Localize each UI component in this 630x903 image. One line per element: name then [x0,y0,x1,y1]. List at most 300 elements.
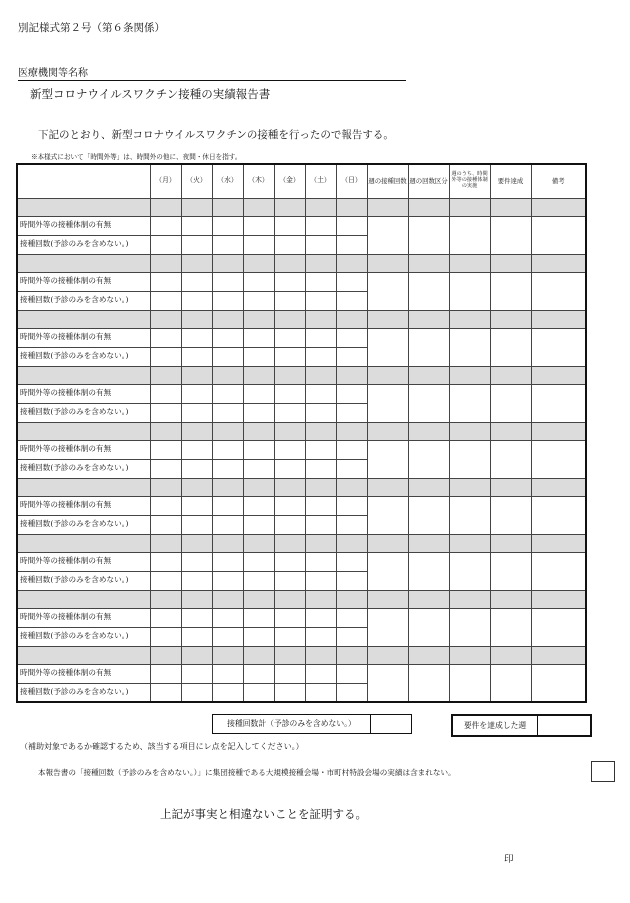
count-cell[interactable] [305,235,336,254]
system-cell[interactable] [336,328,367,347]
system-cell[interactable] [305,440,336,459]
summary-blank-cell [449,366,490,384]
date-cell[interactable] [150,310,181,328]
org-name-label: 医療機関等名称 [18,64,406,81]
week-summary-cell[interactable] [531,272,586,310]
week-summary-cell[interactable] [367,328,408,366]
count-cell[interactable] [212,571,243,590]
count-cell[interactable] [212,403,243,422]
exclusion-checkbox[interactable] [591,761,615,782]
date-cell[interactable] [305,646,336,664]
date-cell[interactable] [243,254,274,272]
count-cell[interactable] [274,347,305,366]
system-cell[interactable] [243,328,274,347]
week-summary-cell[interactable] [367,608,408,646]
date-cell[interactable] [336,422,367,440]
date-cell[interactable] [243,478,274,496]
summary-blank-cell [367,534,408,552]
count-cell[interactable] [212,347,243,366]
week-summary-cell[interactable] [367,664,408,702]
week-summary-cell[interactable] [531,328,586,366]
system-cell[interactable] [305,328,336,347]
week-summary-cell[interactable] [490,216,531,254]
system-row [17,496,586,515]
system-cell[interactable] [181,496,212,515]
date-cell[interactable] [181,198,212,216]
system-cell[interactable] [336,664,367,683]
count-cell[interactable] [274,403,305,422]
system-cell[interactable] [274,328,305,347]
system-cell[interactable] [212,384,243,403]
date-cell[interactable] [181,646,212,664]
week-summary-cell[interactable] [367,440,408,478]
date-cell[interactable] [305,366,336,384]
date-cell[interactable] [150,590,181,608]
count-cell[interactable] [150,627,181,646]
summary-blank-cell [490,534,531,552]
date-cell[interactable] [336,646,367,664]
date-cell[interactable] [150,366,181,384]
summary-blank-cell [490,422,531,440]
definition-note: ※本様式において「時間外等」は、時間外の他に、夜間・休日を指す。 [31,153,242,161]
date-cell[interactable] [150,478,181,496]
date-cell[interactable] [274,534,305,552]
date-cell[interactable] [243,646,274,664]
week-summary-header: 週の回数区分 [408,164,449,198]
count-cell[interactable] [243,627,274,646]
system-cell[interactable] [181,664,212,683]
system-cell[interactable] [274,384,305,403]
system-cell[interactable] [243,664,274,683]
count-cell[interactable] [212,235,243,254]
week-summary-cell[interactable] [490,608,531,646]
system-cell[interactable] [305,496,336,515]
system-cell[interactable] [305,608,336,627]
count-cell[interactable] [336,403,367,422]
date-cell[interactable] [212,422,243,440]
count-cell[interactable] [181,459,212,478]
system-cell[interactable] [336,384,367,403]
week-summary-cell[interactable] [531,384,586,422]
system-cell[interactable] [243,272,274,291]
date-cell[interactable] [181,254,212,272]
date-cell[interactable] [305,422,336,440]
week-summary-cell[interactable] [449,496,490,534]
date-cell[interactable] [305,478,336,496]
week-label-cell [17,646,150,664]
count-row-label: 接種回数(予診のみを含めない。) [17,571,150,590]
week-summary-cell[interactable] [490,384,531,422]
count-cell[interactable] [305,459,336,478]
date-cell[interactable] [243,366,274,384]
system-row [17,608,586,627]
date-cell[interactable] [243,310,274,328]
count-cell[interactable] [181,571,212,590]
date-cell[interactable] [212,310,243,328]
day-header: （土） [305,164,336,198]
week-summary-cell[interactable] [449,664,490,702]
count-cell[interactable] [274,235,305,254]
system-row-label: 時間外等の接種体制の有無 [17,328,150,347]
summary-blank-cell [408,310,449,328]
system-cell[interactable] [336,496,367,515]
summary-blank-cell [490,646,531,664]
system-cell[interactable] [181,216,212,235]
week-label-cell [17,422,150,440]
date-cell[interactable] [274,478,305,496]
system-cell[interactable] [305,384,336,403]
system-cell[interactable] [150,440,181,459]
form-number: 別記様式第２号（第６条関係） [18,22,165,34]
count-cell[interactable] [274,627,305,646]
date-cell[interactable] [305,534,336,552]
count-cell[interactable] [243,683,274,702]
count-cell[interactable] [336,291,367,310]
week-label-cell [17,590,150,608]
date-cell[interactable] [274,254,305,272]
system-row-label: 時間外等の接種体制の有無 [17,496,150,515]
date-cell[interactable] [212,534,243,552]
count-cell[interactable] [181,515,212,534]
week-summary-cell[interactable] [367,496,408,534]
total-count-input[interactable] [370,714,412,734]
week-summary-cell[interactable] [531,608,586,646]
vaccination-record-table [16,163,587,703]
system-cell[interactable] [305,552,336,571]
summary-blank-cell [490,478,531,496]
week-summary-cell[interactable] [408,440,449,478]
count-cell[interactable] [212,291,243,310]
system-row-label: 時間外等の接種体制の有無 [17,272,150,291]
day-header: （水） [212,164,243,198]
week-summary-cell[interactable] [408,216,449,254]
summary-blank-cell [367,590,408,608]
count-row-label: 接種回数(予診のみを含めない。) [17,347,150,366]
date-cell[interactable] [274,590,305,608]
system-cell[interactable] [336,216,367,235]
date-cell[interactable] [336,590,367,608]
count-cell[interactable] [305,291,336,310]
system-cell[interactable] [274,664,305,683]
date-cell[interactable] [212,590,243,608]
week-summary-cell[interactable] [531,216,586,254]
system-row-label: 時間外等の接種体制の有無 [17,384,150,403]
date-cell[interactable] [181,534,212,552]
date-cell[interactable] [243,590,274,608]
system-cell[interactable] [181,552,212,571]
date-cell[interactable] [305,310,336,328]
system-cell[interactable] [274,440,305,459]
system-cell[interactable] [243,496,274,515]
week-label-cell [17,478,150,496]
intro-text: 下記のとおり、新型コロナウイルスワクチンの接種を行ったので報告する。 [38,129,394,141]
count-cell[interactable] [274,291,305,310]
count-cell[interactable] [274,571,305,590]
week-date-row [17,366,586,384]
count-cell[interactable] [150,403,181,422]
count-cell[interactable] [305,347,336,366]
count-cell[interactable] [336,235,367,254]
count-cell[interactable] [305,683,336,702]
count-cell[interactable] [150,459,181,478]
date-cell[interactable] [336,310,367,328]
summary-blank-cell [531,310,586,328]
count-cell[interactable] [336,347,367,366]
count-cell[interactable] [305,515,336,534]
date-cell[interactable] [150,534,181,552]
week-summary-cell[interactable] [490,328,531,366]
count-cell[interactable] [243,515,274,534]
summary-blank-cell [449,310,490,328]
week-summary-cell[interactable] [531,664,586,702]
date-cell[interactable] [212,198,243,216]
system-cell[interactable] [150,384,181,403]
week-summary-cell[interactable] [367,272,408,310]
date-cell[interactable] [243,198,274,216]
date-cell[interactable] [305,254,336,272]
date-cell[interactable] [336,534,367,552]
date-cell[interactable] [181,590,212,608]
system-cell[interactable] [181,328,212,347]
date-cell[interactable] [243,534,274,552]
system-cell[interactable] [212,552,243,571]
date-cell[interactable] [150,198,181,216]
week-summary-header: 週の接種回数 [367,164,408,198]
week-summary-header: 要件達成 [490,164,531,198]
system-cell[interactable] [243,216,274,235]
count-cell[interactable] [150,683,181,702]
week-summary-cell[interactable] [408,328,449,366]
document-title: 新型コロナウイルスワクチン接種の実績報告書 [30,87,271,101]
system-cell[interactable] [336,552,367,571]
system-row [17,664,586,683]
system-cell[interactable] [243,552,274,571]
count-row-label: 接種回数(予診のみを含めない。) [17,235,150,254]
system-cell[interactable] [305,216,336,235]
system-cell[interactable] [212,440,243,459]
header-blank-cell [17,164,150,198]
system-cell[interactable] [274,496,305,515]
week-summary-cell[interactable] [449,328,490,366]
count-cell[interactable] [305,627,336,646]
system-cell[interactable] [336,440,367,459]
count-cell[interactable] [150,291,181,310]
date-cell[interactable] [181,422,212,440]
count-cell[interactable] [181,291,212,310]
count-cell[interactable] [243,291,274,310]
week-summary-cell[interactable] [449,552,490,590]
count-cell[interactable] [274,515,305,534]
count-cell[interactable] [181,683,212,702]
week-summary-cell[interactable] [531,496,586,534]
system-cell[interactable] [212,328,243,347]
date-cell[interactable] [274,198,305,216]
week-summary-cell[interactable] [490,664,531,702]
week-summary-cell[interactable] [408,552,449,590]
system-cell[interactable] [181,384,212,403]
week-summary-cell[interactable] [449,216,490,254]
system-cell[interactable] [181,440,212,459]
count-cell[interactable] [243,571,274,590]
system-cell[interactable] [274,552,305,571]
week-summary-cell[interactable] [490,272,531,310]
system-cell[interactable] [274,608,305,627]
count-cell[interactable] [181,235,212,254]
system-cell[interactable] [212,216,243,235]
date-cell[interactable] [150,646,181,664]
count-cell[interactable] [212,459,243,478]
date-cell[interactable] [212,478,243,496]
summary-blank-cell [490,366,531,384]
date-cell[interactable] [336,198,367,216]
week-summary-cell[interactable] [408,496,449,534]
system-cell[interactable] [212,496,243,515]
system-cell[interactable] [181,608,212,627]
system-cell[interactable] [212,608,243,627]
date-cell[interactable] [305,198,336,216]
total-count-label: 接種回数計（予診のみを含めない。） [212,714,371,734]
system-cell[interactable] [150,608,181,627]
count-cell[interactable] [336,459,367,478]
date-cell[interactable] [150,422,181,440]
week-summary-cell[interactable] [367,552,408,590]
count-cell[interactable] [243,235,274,254]
count-cell[interactable] [305,571,336,590]
date-cell[interactable] [274,310,305,328]
week-summary-cell[interactable] [408,664,449,702]
week-summary-cell[interactable] [531,552,586,590]
count-cell[interactable] [305,403,336,422]
count-cell[interactable] [150,571,181,590]
system-cell[interactable] [150,216,181,235]
week-summary-header: 週のうち、時間外等の接種体制の実施 [449,164,490,198]
week-summary-cell[interactable] [449,608,490,646]
count-cell[interactable] [274,459,305,478]
date-cell[interactable] [212,366,243,384]
summary-blank-cell [531,198,586,216]
date-cell[interactable] [305,590,336,608]
system-cell[interactable] [150,328,181,347]
count-cell[interactable] [336,683,367,702]
system-cell[interactable] [243,608,274,627]
summary-blank-cell [408,590,449,608]
system-cell[interactable] [274,216,305,235]
system-cell[interactable] [212,272,243,291]
system-cell[interactable] [212,664,243,683]
date-cell[interactable] [212,254,243,272]
count-cell[interactable] [212,683,243,702]
achieved-weeks-input[interactable] [536,714,592,737]
week-date-row [17,478,586,496]
system-cell[interactable] [243,440,274,459]
day-header: （日） [336,164,367,198]
count-cell[interactable] [212,627,243,646]
week-summary-cell[interactable] [531,440,586,478]
week-summary-cell[interactable] [449,384,490,422]
date-cell[interactable] [181,478,212,496]
summary-blank-cell [408,366,449,384]
date-cell[interactable] [181,366,212,384]
system-cell[interactable] [150,664,181,683]
system-cell[interactable] [243,384,274,403]
count-cell[interactable] [212,515,243,534]
date-cell[interactable] [212,646,243,664]
count-cell[interactable] [336,627,367,646]
summary-blank-cell [408,198,449,216]
week-summary-cell[interactable] [449,272,490,310]
date-cell[interactable] [243,422,274,440]
system-cell[interactable] [150,552,181,571]
week-date-row [17,254,586,272]
system-cell[interactable] [336,272,367,291]
week-summary-cell[interactable] [367,384,408,422]
assist-note: （補助対象であるか確認するため、該当する項目にレ点を記入してください。） [20,742,304,751]
week-label-cell [17,534,150,552]
count-cell[interactable] [181,347,212,366]
system-row [17,272,586,291]
system-cell[interactable] [336,608,367,627]
summary-blank-cell [367,254,408,272]
day-header: （火） [181,164,212,198]
date-cell[interactable] [274,366,305,384]
exclusion-note: 本報告書の「接種回数（予診のみを含めない。）」に集団接種である大規模接種会場・市町村特設会場の実績は含まれない。 [38,768,456,777]
count-cell[interactable] [243,347,274,366]
week-summary-cell[interactable] [408,608,449,646]
system-cell[interactable] [150,496,181,515]
count-cell[interactable] [150,347,181,366]
count-cell[interactable] [243,403,274,422]
week-date-row [17,198,586,216]
system-cell[interactable] [274,272,305,291]
date-cell[interactable] [336,478,367,496]
count-cell[interactable] [150,515,181,534]
week-summary-cell[interactable] [449,440,490,478]
count-cell[interactable] [243,459,274,478]
week-summary-cell[interactable] [490,440,531,478]
summary-blank-cell [531,646,586,664]
week-label-cell [17,366,150,384]
date-cell[interactable] [336,254,367,272]
week-date-row [17,646,586,664]
week-summary-cell[interactable] [367,216,408,254]
summary-blank-cell [449,534,490,552]
count-cell[interactable] [336,571,367,590]
week-summary-cell[interactable] [408,272,449,310]
system-cell[interactable] [305,272,336,291]
week-date-row [17,422,586,440]
system-cell[interactable] [305,664,336,683]
certification-statement: 上記が事実と相違ないことを証明する。 [160,807,367,821]
week-summary-cell[interactable] [490,552,531,590]
count-cell[interactable] [181,403,212,422]
week-date-row [17,534,586,552]
count-cell[interactable] [150,235,181,254]
date-cell[interactable] [181,310,212,328]
date-cell[interactable] [150,254,181,272]
day-header: （金） [274,164,305,198]
date-cell[interactable] [274,646,305,664]
date-cell[interactable] [274,422,305,440]
count-cell[interactable] [181,627,212,646]
summary-blank-cell [367,366,408,384]
week-summary-cell[interactable] [490,496,531,534]
system-cell[interactable] [150,272,181,291]
count-cell[interactable] [274,683,305,702]
count-cell[interactable] [336,515,367,534]
date-cell[interactable] [336,366,367,384]
system-cell[interactable] [181,272,212,291]
week-summary-cell[interactable] [408,384,449,422]
